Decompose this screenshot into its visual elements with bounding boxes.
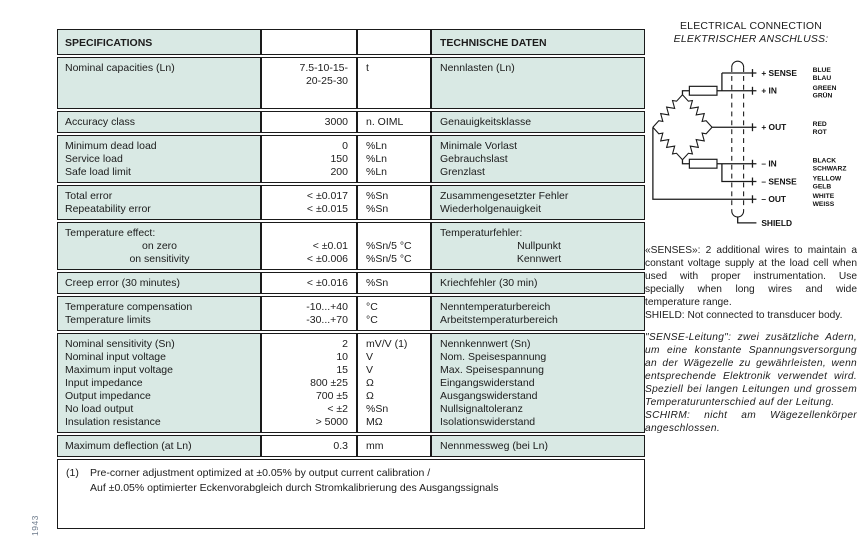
- header-empty-unit: [357, 29, 431, 55]
- table-row: [57, 435, 645, 457]
- cell-line: Eingangswiderstand: [440, 377, 535, 389]
- cell-line: n. OIML: [366, 116, 404, 128]
- note-senses-en: «SENSES»: 2 additional wires to maintain a constant voltage supply at the load cell when used with proper instrumentation. Use specially when long wires and wide temperature range.: [645, 245, 857, 308]
- panel-title-de: ELEKTRISCHER ANSCHLUSS:: [673, 33, 829, 45]
- wire-color-en: GREEN: [812, 84, 837, 92]
- spec-table-head: [57, 29, 645, 55]
- table-cell: [357, 333, 431, 433]
- note-shield-en: SHIELD: Not connected to transducer body.: [645, 310, 843, 321]
- cell-line: 800 ±25: [310, 377, 348, 389]
- cell-line: °C: [366, 314, 378, 326]
- footnote-line-en: Pre-corner adjustment optimized at ±0.05% by output current calibration /: [90, 467, 431, 479]
- table-cell: [57, 272, 261, 294]
- cell-line: Kennwert: [516, 253, 562, 265]
- table-cell: [431, 57, 645, 109]
- footnote-cell: [57, 459, 645, 529]
- cell-line: %Sn: [366, 403, 389, 415]
- table-cell: [261, 135, 357, 183]
- document-number-vertical: 1943: [30, 515, 40, 536]
- cable-loop-bottom: [732, 211, 744, 217]
- cell-line: Temperature compensation: [65, 301, 193, 313]
- cell-line: [366, 227, 427, 240]
- terminal-label: – SENSE: [761, 176, 797, 187]
- wire-color-de: GRÜN: [812, 92, 833, 100]
- spec-table-foot: [57, 459, 645, 529]
- terminal-label: – IN: [761, 158, 777, 169]
- cell-line: Ausgangswiderstand: [440, 390, 538, 402]
- table-row: [57, 222, 645, 270]
- wheatstone-bridge-diagram: [645, 52, 857, 237]
- table-row: [57, 272, 645, 294]
- electrical-connection-panel: [645, 20, 857, 435]
- cell-line: Nenntemperaturbereich: [440, 301, 551, 313]
- cell-line: Temperaturfehler:: [440, 227, 523, 239]
- terminal-label: SHIELD: [761, 217, 793, 228]
- wire-plus-sense: [722, 73, 757, 91]
- wire-color-de: GELB: [812, 183, 832, 191]
- cell-line: Maximum deflection (at Ln): [65, 440, 192, 452]
- cell-line: %Ln: [366, 166, 388, 178]
- terminal-label: + SENSE: [761, 67, 797, 78]
- table-cell: [261, 57, 357, 109]
- cell-line: Nullsignaltoleranz: [440, 403, 523, 415]
- cell-line: 700 ±5: [315, 390, 348, 402]
- note-english: [645, 244, 857, 322]
- cell-line: V: [366, 351, 374, 363]
- cell-line: 15: [336, 364, 348, 376]
- cell-line: 7.5-10-15-: [299, 62, 348, 74]
- cell-line: t: [366, 62, 369, 74]
- cell-line: %Sn: [366, 277, 389, 289]
- cell-line: %Sn: [366, 203, 389, 215]
- table-cell: [431, 296, 645, 331]
- wire-color-de: WEISS: [812, 201, 835, 209]
- cell-line: 200: [330, 166, 348, 178]
- cell-line: Safe load limit: [65, 166, 131, 178]
- cell-line: Genauigkeitsklasse: [440, 116, 532, 128]
- cell-line: Max. Speisespannung: [440, 364, 544, 376]
- table-cell: [357, 435, 431, 457]
- cell-line: Temperature effect:: [65, 227, 156, 239]
- cell-line: 150: [330, 153, 348, 165]
- footnote-row: [57, 459, 645, 529]
- cell-line: Wiederholgenauigkeit: [440, 203, 541, 215]
- cell-line: Grenzlast: [440, 166, 485, 178]
- cell-line: < ±0.017: [306, 190, 348, 202]
- table-cell: [431, 272, 645, 294]
- cell-line: 20-25-30: [305, 75, 348, 87]
- table-cell: [261, 185, 357, 220]
- cell-line: °C: [366, 301, 378, 313]
- table-row: [57, 333, 645, 433]
- cell-line: < ±0.016: [306, 277, 348, 289]
- cell-line: 10: [336, 351, 348, 363]
- table-cell: [431, 111, 645, 133]
- footnote-text: [90, 466, 498, 496]
- cell-line: < ±2: [327, 403, 348, 415]
- table-cell: [261, 435, 357, 457]
- cell-line: < ±0.015: [306, 203, 348, 215]
- table-cell: [431, 135, 645, 183]
- cell-line: Nennmessweg (bei Ln): [440, 440, 548, 452]
- bridge-resistor-top-left: [653, 95, 683, 128]
- wire-color-de: SCHWARZ: [812, 165, 847, 173]
- cell-line: 2: [342, 338, 348, 350]
- footnote-marker: (1): [66, 467, 79, 479]
- cell-line: Minimale Vorlast: [440, 140, 518, 152]
- cable-loop-top: [732, 61, 744, 67]
- terminal-label: + IN: [761, 85, 777, 96]
- cell-line: Ω: [366, 390, 374, 402]
- wire-color-de: BLAU: [812, 74, 832, 82]
- cell-line: 0.3: [333, 440, 348, 452]
- cell-line: Nominal capacities (Ln): [65, 62, 175, 74]
- table-cell: [261, 296, 357, 331]
- spec-table: [57, 27, 645, 531]
- cell-line: Accuracy class: [65, 116, 136, 128]
- header-technische-daten: TECHNISCHE DATEN: [431, 29, 645, 55]
- terminal-labels: [752, 67, 846, 228]
- cell-line: on sensitivity: [129, 253, 190, 265]
- cell-line: Minimum dead load: [65, 140, 157, 152]
- cell-line: Nom. Speisespannung: [440, 351, 547, 363]
- cell-line: Isolationswiderstand: [440, 416, 536, 428]
- table-cell: [357, 111, 431, 133]
- cell-line: Nullpunkt: [517, 240, 561, 252]
- note-shield-de: SCHIRM: nicht am Wägezellenkörper angeschlossen.: [645, 410, 857, 434]
- table-cell: [57, 222, 261, 270]
- table-cell: [57, 135, 261, 183]
- cell-line: Creep error (30 minutes): [65, 277, 180, 289]
- table-cell: [357, 135, 431, 183]
- cell-line: MΩ: [366, 416, 383, 428]
- wire-color-en: BLUE: [812, 67, 831, 75]
- table-row: [57, 135, 645, 183]
- cell-line: Service load: [65, 153, 123, 165]
- cell-line: Temperature limits: [65, 314, 151, 326]
- compensation-resistor-bottom: [689, 159, 717, 168]
- cell-line: [266, 227, 348, 240]
- cell-line: No load output: [65, 403, 134, 415]
- terminal-label: – OUT: [761, 194, 787, 205]
- wire-color-en: YELLOW: [812, 175, 842, 183]
- table-cell: [431, 222, 645, 270]
- table-row: [57, 57, 645, 109]
- cell-line: Nennlasten (Ln): [440, 62, 515, 74]
- cell-line: %Ln: [366, 153, 388, 165]
- header-empty-value: [261, 29, 357, 55]
- cell-line: 3000: [324, 116, 348, 128]
- cell-line: 0: [342, 140, 348, 152]
- cell-line: Gebrauchslast: [440, 153, 508, 165]
- cell-line: Arbeitstemperaturbereich: [440, 314, 558, 326]
- wire-shield: [738, 217, 757, 223]
- table-cell: [357, 222, 431, 270]
- table-cell: [261, 111, 357, 133]
- cell-line: Input impedance: [65, 377, 143, 389]
- note-senses-de: "SENSE-Leitung": zwei zusätzliche Adern, um eine konstante Spannungsversorgung an der Wägezelle zu gewährleisten, wenn entsprechende Elektronik verwendet wird. Speziell bei langen Leitungen und grossem Temperaturunterschied auf der Leitung.: [645, 332, 857, 408]
- cell-line: Output impedance: [65, 390, 151, 402]
- table-cell: [431, 435, 645, 457]
- terminal-label: + OUT: [761, 122, 787, 133]
- panel-title-en: ELECTRICAL CONNECTION: [679, 20, 823, 32]
- cell-line: Nominal sensitivity (Sn): [65, 338, 175, 350]
- wire-color-en: WHITE: [812, 193, 835, 201]
- table-cell: [57, 333, 261, 433]
- bridge-resistor-bottom-right: [682, 127, 712, 160]
- cell-line: on zero: [141, 240, 178, 252]
- spec-table-body: [57, 57, 645, 457]
- cell-line: Kriechfehler (30 min): [440, 277, 538, 289]
- table-cell: [261, 333, 357, 433]
- cell-line: mV/V (1): [366, 338, 408, 350]
- cell-line: %Sn/5 °C: [366, 240, 412, 252]
- table-cell: [57, 57, 261, 109]
- cell-line: Insulation resistance: [65, 416, 161, 428]
- cell-line: -30...+70: [306, 314, 348, 326]
- cable-shield-dashed: [732, 67, 744, 211]
- table-cell: [431, 333, 645, 433]
- table-cell: [261, 272, 357, 294]
- table-cell: [357, 296, 431, 331]
- table-cell: [357, 185, 431, 220]
- cell-line: Repeatability error: [65, 203, 151, 215]
- wire-color-de: ROT: [812, 129, 827, 137]
- cell-line: -10...+40: [306, 301, 348, 313]
- table-cell: [57, 111, 261, 133]
- table-cell: [261, 222, 357, 270]
- cell-line: %Sn/5 °C: [366, 253, 412, 265]
- cell-line: %Sn: [366, 190, 389, 202]
- cell-line: V: [366, 364, 374, 376]
- cell-line: Nennkennwert (Sn): [440, 338, 531, 350]
- table-cell: [57, 185, 261, 220]
- spec-table-wrap: [57, 27, 645, 531]
- cell-line: Zusammengesetzter Fehler: [440, 190, 569, 202]
- note-german: [645, 331, 857, 435]
- table-row: [57, 185, 645, 220]
- table-cell: [431, 185, 645, 220]
- cell-line: mm: [366, 440, 384, 452]
- cell-line: Total error: [65, 190, 113, 202]
- cell-line: > 5000: [315, 416, 348, 428]
- cell-line: < ±0.01: [312, 240, 348, 252]
- wire-color-en: BLACK: [812, 157, 837, 165]
- wire-color-en: RED: [812, 121, 827, 129]
- header-specifications: SPECIFICATIONS: [57, 29, 261, 55]
- wire-minus-sense: [722, 164, 757, 182]
- bridge-resistor-bottom-left: [653, 127, 683, 160]
- compensation-resistor-top: [689, 86, 717, 95]
- cell-line: < ±0.006: [306, 253, 348, 265]
- table-cell: [357, 57, 431, 109]
- table-row: [57, 111, 645, 133]
- table-row: [57, 296, 645, 331]
- footnote-line-de: Auf ±0.05% optimierter Eckenvorabgleich durch Stromkalibrierung des Ausgangssignals: [90, 482, 499, 494]
- cell-line: Maximum input voltage: [65, 364, 173, 376]
- cell-line: %Ln: [366, 140, 388, 152]
- table-cell: [57, 296, 261, 331]
- cell-line: Nominal input voltage: [65, 351, 166, 363]
- bridge-resistor-top-right: [682, 95, 712, 128]
- table-cell: [57, 435, 261, 457]
- cell-line: Ω: [366, 377, 374, 389]
- table-cell: [357, 272, 431, 294]
- table-header-row: [57, 29, 645, 55]
